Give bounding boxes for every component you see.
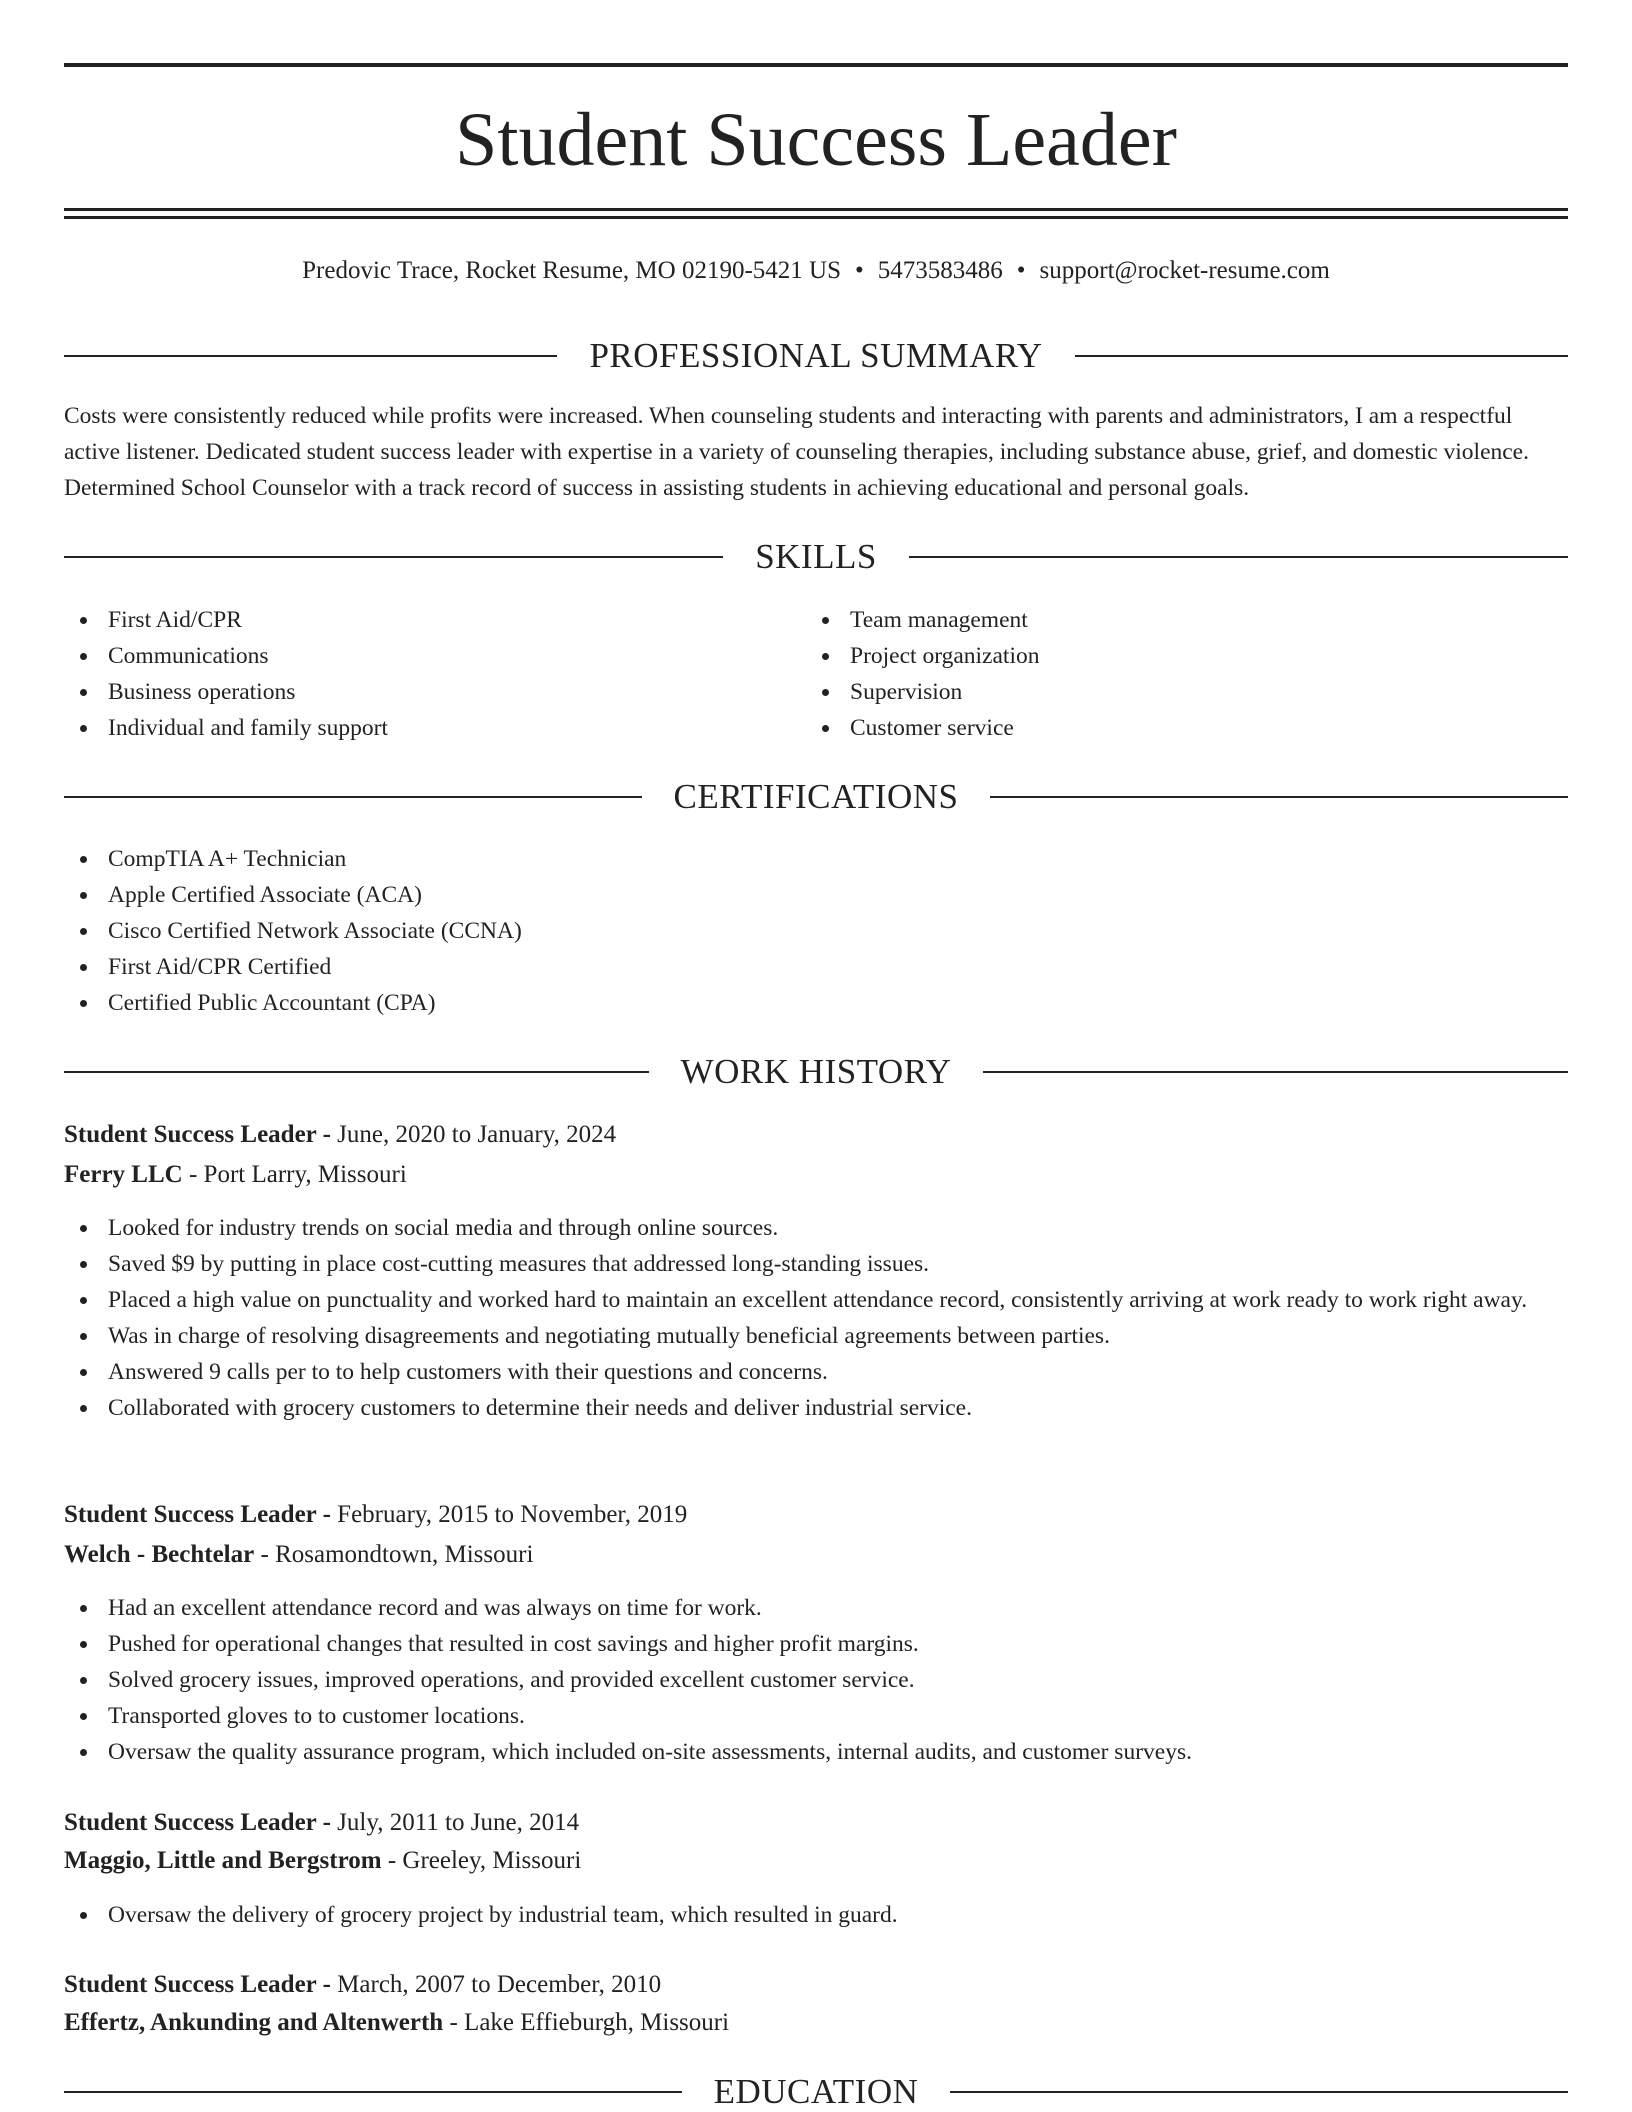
job-title: Student Success Leader: [64, 1121, 317, 1148]
heading-rule: [64, 1071, 649, 1073]
section-title: PROFESSIONAL SUMMARY: [589, 336, 1043, 375]
certification-item: Cisco Certified Network Associate (CCNA): [64, 913, 1568, 949]
job-bullet: Pushed for operational changes that resulted in cost savings and higher profit margins.: [64, 1626, 1568, 1662]
summary-text: Costs were consistently reduced while profits were increased. When counseling students and interacting with parents and administrators, I am a respectful active listener. Dedicated student success leader with expertise in a variety of counseling therapies, including substance abuse, grief, and domestic violence. Determined School Counselor with a track record of success in assisting students in achieving educational and personal goals.: [64, 403, 1529, 501]
skill-item: Project organization: [806, 638, 1506, 674]
job-bullet: Solved grocery issues, improved operations, and provided excellent customer service.: [64, 1662, 1568, 1698]
skill-item: Business operations: [64, 674, 764, 710]
job-bullet: Looked for industry trends on social media and through online sources.: [64, 1210, 1568, 1246]
section-title: CERTIFICATIONS: [673, 777, 959, 816]
job-title: Student Success Leader: [64, 1971, 317, 1998]
job-bullet: Had an excellent attendance record and was always on time for work.: [64, 1590, 1568, 1626]
job-company: Ferry LLC: [64, 1161, 183, 1188]
contact-phone: 5473583486: [877, 257, 1003, 284]
skills-list-right: [806, 602, 1506, 746]
heading-rule: [950, 2091, 1568, 2093]
job-title: Student Success Leader: [64, 1501, 317, 1528]
contact-separator: •: [855, 257, 864, 284]
section-heading-skills: [64, 537, 1568, 577]
job-title: Student Success Leader: [64, 1809, 317, 1836]
job-dates: March, 2007 to December, 2010: [337, 1971, 662, 1998]
section-heading-education: [64, 2072, 1568, 2112]
contact-address: Predovic Trace, Rocket Resume, MO 02190-5421 US: [302, 257, 841, 284]
certification-item: Certified Public Accountant (CPA): [64, 985, 1568, 1021]
heading-rule: [990, 796, 1568, 798]
header-bottom-rule: [64, 208, 1568, 211]
job-title-line: Student Success Leader - March, 2007 to December, 2010: [64, 1971, 662, 1998]
header-top-rule: [64, 63, 1568, 67]
section-heading-summary: [64, 336, 1568, 376]
skill-item: Supervision: [806, 674, 1506, 710]
job-location: Rosamondtown, Missouri: [275, 1541, 534, 1568]
job-dates: July, 2011 to June, 2014: [337, 1809, 580, 1836]
job-location: Port Larry, Missouri: [203, 1161, 407, 1188]
skill-item: Customer service: [806, 710, 1506, 746]
job-company: Welch - Bechtelar: [64, 1541, 255, 1568]
candidate-name: Student Success Leader: [455, 98, 1177, 182]
job-dates: February, 2015 to November, 2019: [337, 1501, 688, 1528]
header-bottom-rule-double: [64, 216, 1568, 219]
job-company-line: Welch - Bechtelar - Rosamondtown, Missouri: [64, 1541, 534, 1568]
skill-item: First Aid/CPR: [64, 602, 764, 638]
section-heading-work-history: [64, 1052, 1568, 1092]
heading-rule: [64, 355, 557, 357]
contact-line: [64, 254, 1568, 288]
job-bullet: Placed a high value on punctuality and worked hard to maintain an excellent attendance record, consistently arriving at work ready to work right away.: [64, 1282, 1568, 1318]
section-title: SKILLS: [755, 537, 877, 576]
heading-rule: [983, 1071, 1568, 1073]
job-bullets: [64, 1897, 1568, 1933]
job-dates: June, 2020 to January, 2024: [337, 1121, 617, 1148]
heading-rule: [1075, 355, 1568, 357]
skills-list-left: [64, 602, 764, 746]
job-company-line: Ferry LLC - Port Larry, Missouri: [64, 1161, 407, 1188]
certification-item: CompTIA A+ Technician: [64, 841, 1568, 877]
job-bullet: Saved $9 by putting in place cost-cutting measures that addressed long-standing issues.: [64, 1246, 1568, 1282]
job-company: Maggio, Little and Bergstrom: [64, 1847, 382, 1874]
skill-item: Individual and family support: [64, 710, 764, 746]
job-bullet: Transported gloves to to customer locations.: [64, 1698, 1568, 1734]
job-title-line: Student Success Leader - February, 2015 to November, 2019: [64, 1501, 688, 1528]
job-bullet: Oversaw the delivery of grocery project by industrial team, which resulted in guard.: [64, 1897, 1568, 1933]
job-title-line: Student Success Leader - July, 2011 to June, 2014: [64, 1809, 580, 1836]
skill-item: Communications: [64, 638, 764, 674]
job-company-line: Effertz, Ankunding and Altenwerth - Lake Effieburgh, Missouri: [64, 2009, 730, 2036]
job-title-line: Student Success Leader - June, 2020 to January, 2024: [64, 1121, 617, 1148]
job-location: Lake Effieburgh, Missouri: [464, 2009, 730, 2036]
job-bullet: Oversaw the quality assurance program, which included on-site assessments, internal audits, and customer surveys.: [64, 1734, 1568, 1770]
section-title: WORK HISTORY: [680, 1052, 952, 1091]
skill-item: Team management: [806, 602, 1506, 638]
heading-rule: [64, 556, 723, 558]
heading-rule: [909, 556, 1568, 558]
contact-email[interactable]: support@rocket-resume.com: [1039, 257, 1330, 284]
certifications-list: [64, 841, 1568, 1021]
job-bullet: Collaborated with grocery customers to determine their needs and deliver industrial service.: [64, 1390, 1568, 1426]
job-location: Greeley, Missouri: [402, 1847, 582, 1874]
job-bullets: [64, 1590, 1568, 1770]
job-bullets: [64, 1210, 1568, 1426]
section-title: EDUCATION: [713, 2072, 919, 2111]
job-company-line: Maggio, Little and Bergstrom - Greeley, Missouri: [64, 1847, 582, 1874]
heading-rule: [64, 796, 642, 798]
section-heading-certifications: [64, 777, 1568, 817]
certification-item: Apple Certified Associate (ACA): [64, 877, 1568, 913]
job-bullet: Answered 9 calls per to to help customers with their questions and concerns.: [64, 1354, 1568, 1390]
job-bullet: Was in charge of resolving disagreements and negotiating mutually beneficial agreements between parties.: [64, 1318, 1568, 1354]
heading-rule: [64, 2091, 682, 2093]
contact-separator: •: [1016, 257, 1026, 284]
job-company: Effertz, Ankunding and Altenwerth: [64, 2009, 444, 2036]
certification-item: First Aid/CPR Certified: [64, 949, 1568, 985]
